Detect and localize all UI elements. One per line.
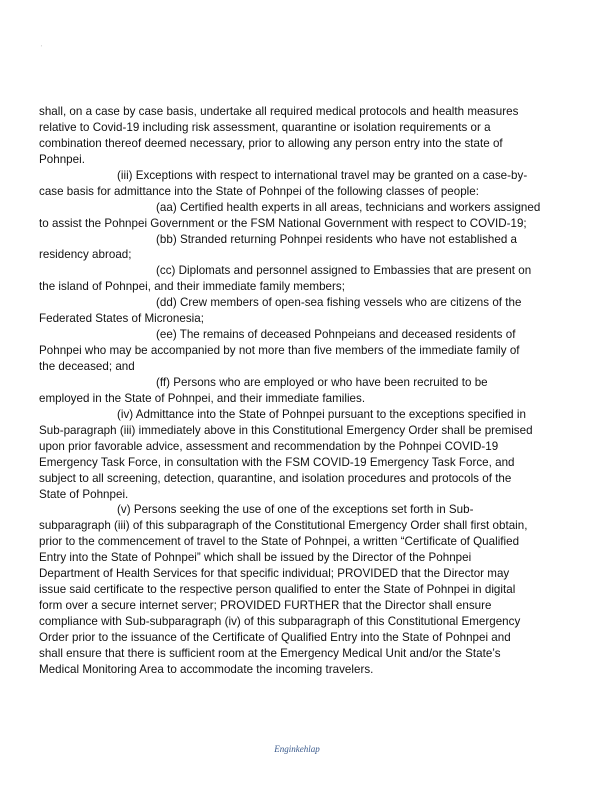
text-line: case basis for admittance into the State of Pohnpei of the following classes of people:	[39, 184, 479, 198]
text-line: (ee) The remains of deceased Pohnpeians and deceased residents of	[156, 328, 516, 342]
text-line: relative to Covid-19 including risk assessment, quarantine or isolation requirements or a	[39, 120, 491, 134]
text-line: Entry into the State of Pohnpei” which shall be issued by the Director of the Pohnpei	[39, 551, 472, 565]
text-line: State of Pohnpei.	[39, 487, 129, 501]
text-line: Federated States of Micronesia;	[39, 312, 204, 326]
text-line: to assist the Pohnpei Government or the FSM National Government with respect to COVID-19;	[39, 216, 527, 230]
scan-speck: ʾ	[40, 44, 43, 53]
text-line: (iii) Exceptions with respect to international travel may be granted on a case-by-	[117, 168, 528, 182]
text-line: Sub-paragraph (iii) immediately above in this Constitutional Emergency Order shall be premised	[39, 423, 533, 437]
text-line: (iv) Admittance into the State of Pohnpei pursuant to the exceptions specified in	[117, 407, 526, 421]
text-line: the island of Pohnpei, and their immediate family members;	[39, 280, 345, 294]
text-line: (bb) Stranded returning Pohnpei residents who have not established a	[156, 232, 517, 246]
text-line: (v) Persons seeking the use of one of the exceptions set forth in Sub-	[117, 503, 474, 517]
text-line: subject to all screening, detection, quarantine, and isolation procedures and protocols of the	[39, 471, 512, 485]
text-line: shall ensure that there is sufficient room at the Emergency Medical Unit and/or the State’s	[39, 646, 501, 660]
text-line: form over a secure internet server; PROVIDED FURTHER that the Director shall ensure	[39, 599, 492, 613]
text-line: Order prior to the issuance of the Certificate of Qualified Entry into the State of Pohnpei and	[39, 630, 511, 644]
text-line: Pohnpei who may be accompanied by not more than five members of the immediate family of	[39, 344, 520, 358]
text-line: (aa) Certified health experts in all areas, technicians and workers assigned	[156, 200, 541, 214]
text-line: combination thereof deemed necessary, prior to allowing any person entry into the state of	[39, 136, 503, 150]
footer-signature: Enginkehlap	[274, 744, 320, 754]
text-line: (ff) Persons who are employed or who have been recruited to be	[156, 375, 488, 389]
text-line: Emergency Task Force, in consultation with the FSM COVID-19 Emergency Task Force, and	[39, 455, 515, 469]
text-line: compliance with Sub-subparagraph (iv) of this subparagraph of this Constitutional Emergency	[39, 615, 521, 628]
order-body-text	[39, 104, 557, 678]
text-line: Department of Health Services for that specific individual; PROVIDED that the Director may	[39, 567, 510, 581]
text-line: issue said certificate to the respective person qualified to enter the State of Pohnpei in digital	[39, 583, 516, 597]
text-line: prior to the commencement of travel to the State of Pohnpei, a written “Certificate of Qualified	[39, 535, 520, 549]
text-line: (cc) Diplomats and personnel assigned to Embassies that are present on	[156, 264, 532, 278]
text-line: the deceased; and	[39, 360, 135, 373]
text-line: Medical Monitoring Area to accommodate the incoming travelers.	[39, 662, 374, 676]
text-line: shall, on a case by case basis, undertake all required medical protocols and health measures	[39, 105, 519, 118]
text-line: residency abroad;	[39, 248, 132, 262]
text-line: subparagraph (iii) of this subparagraph of the Constitutional Emergency Order shall first obtain,	[39, 519, 528, 533]
text-line: Pohnpei.	[39, 152, 85, 166]
text-line: upon prior favorable advice, assessment and recommendation by the Pohnpei COVID-19	[39, 439, 499, 453]
text-line: (dd) Crew members of open-sea fishing vessels who are citizens of the	[156, 296, 522, 310]
text-line: employed in the State of Pohnpei, and their immediate families.	[39, 391, 366, 405]
